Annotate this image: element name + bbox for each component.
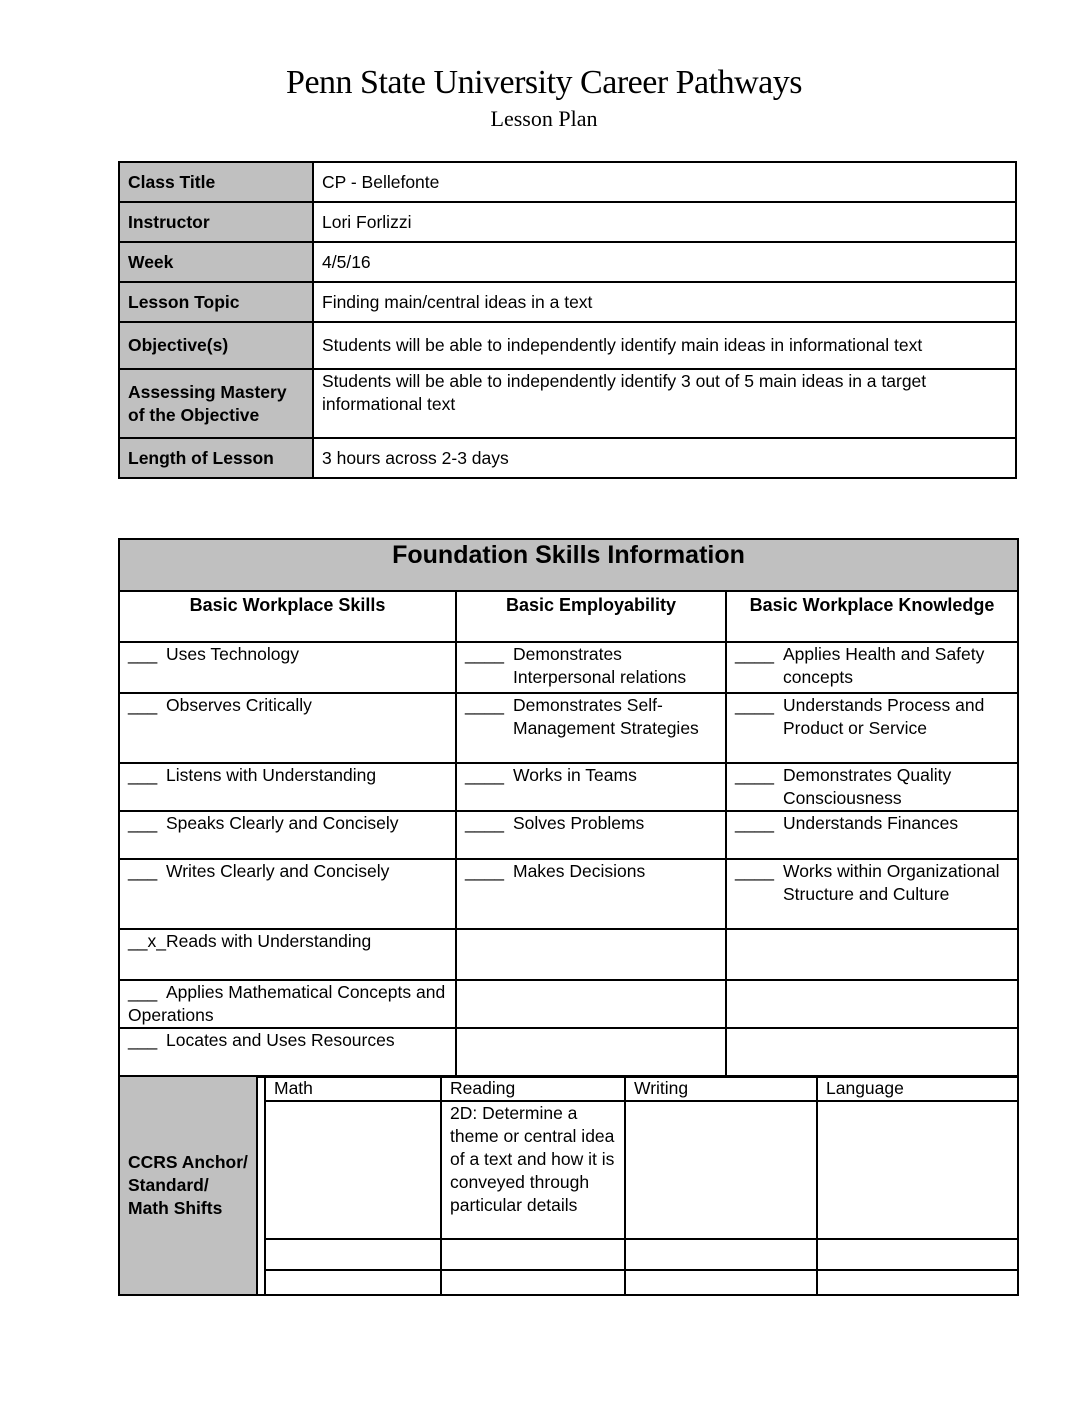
- skill-label: Listens with Understanding: [166, 765, 377, 785]
- skill-label: Reads with Understanding: [166, 931, 372, 951]
- info-label: Objective(s): [119, 322, 313, 369]
- checklist-item: [128, 812, 447, 835]
- check-blank[interactable]: ___: [128, 813, 158, 833]
- ccrs-cell: [441, 1270, 625, 1295]
- info-row-week: [119, 242, 1016, 282]
- checklist-item: [128, 643, 447, 666]
- column-header-employability: Basic Employability: [456, 591, 726, 642]
- skills-row: [119, 1028, 1018, 1077]
- checklist-item: [128, 860, 447, 883]
- ccrs-cell: [625, 1270, 817, 1295]
- ccrs-table: [118, 1075, 1019, 1296]
- ccrs-header-math: Math: [265, 1076, 441, 1101]
- skill-label: Understands Finances: [783, 813, 959, 833]
- check-blank[interactable]: ___: [128, 982, 158, 1002]
- skills-heading: Foundation Skills Information: [119, 539, 1018, 591]
- info-label: Length of Lesson: [119, 438, 313, 478]
- page-title: Penn State University Career Pathways: [286, 64, 802, 101]
- checklist-item: [735, 694, 1009, 740]
- skill-label: Applies Health and Safety concepts: [783, 644, 985, 687]
- info-row-assessing-mastery: [119, 369, 1016, 438]
- info-row-length: [119, 438, 1016, 478]
- skill-label: Observes Critically: [166, 695, 312, 715]
- ccrs-header-reading: Reading: [441, 1076, 625, 1101]
- skills-row: [119, 642, 1018, 693]
- checklist-item: [735, 860, 1009, 906]
- ccrs-cell: [625, 1101, 817, 1239]
- check-blank[interactable]: ____: [735, 861, 774, 881]
- check-blank[interactable]: ____: [735, 644, 774, 664]
- skill-label: Locates and Uses Resources: [166, 1030, 395, 1050]
- foundation-skills-table: [118, 538, 1019, 1078]
- check-blank[interactable]: ____: [465, 765, 504, 785]
- checklist-item: [735, 812, 1009, 835]
- skills-row: [119, 693, 1018, 763]
- info-label: Week: [119, 242, 313, 282]
- info-row-instructor: [119, 202, 1016, 242]
- checklist-item: [465, 643, 717, 689]
- skills-row: [119, 763, 1018, 811]
- skills-row: [119, 929, 1018, 980]
- check-blank[interactable]: ____: [735, 695, 774, 715]
- lesson-info-table: [118, 161, 1017, 479]
- ccrs-cell: [817, 1239, 1018, 1270]
- info-value: 3 hours across 2-3 days: [313, 438, 1016, 478]
- info-label: Lesson Topic: [119, 282, 313, 322]
- ccrs-label: CCRS Anchor/ Standard/ Math Shifts: [119, 1076, 257, 1295]
- skill-label: Understands Process and Product or Service: [783, 695, 985, 738]
- ccrs-cell: [817, 1101, 1018, 1239]
- check-blank[interactable]: ___: [128, 1030, 158, 1050]
- info-value: Finding main/central ideas in a text: [313, 282, 1016, 322]
- skill-label: Demonstrates Quality Consciousness: [783, 765, 952, 808]
- ccrs-cell: [817, 1270, 1018, 1295]
- checklist-item: [735, 643, 1009, 689]
- ccrs-cell: 2D: Determine a theme or central idea of a text and how it is conveyed through particular details: [441, 1101, 625, 1239]
- empty-cell: [726, 980, 1018, 1028]
- check-blank[interactable]: ___: [128, 695, 158, 715]
- ccrs-header-writing: Writing: [625, 1076, 817, 1101]
- check-blank[interactable]: ___: [128, 861, 158, 881]
- skill-label: Works within Organizational Structure and Culture: [783, 861, 1000, 904]
- checklist-item: [128, 694, 447, 717]
- check-blank[interactable]: ____: [735, 813, 774, 833]
- info-row-lesson-topic: [119, 282, 1016, 322]
- skill-label: Speaks Clearly and Concisely: [166, 813, 399, 833]
- ccrs-cell: [441, 1239, 625, 1270]
- page-subtitle: Lesson Plan: [490, 106, 598, 131]
- empty-cell: [726, 1028, 1018, 1077]
- info-value: CP - Bellefonte: [313, 162, 1016, 202]
- ccrs-cell: [625, 1239, 817, 1270]
- checklist-item: [128, 981, 447, 1027]
- info-label: Instructor: [119, 202, 313, 242]
- skill-label: Solves Problems: [513, 813, 645, 833]
- info-row-class-title: [119, 162, 1016, 202]
- empty-cell: [456, 929, 726, 980]
- checklist-item: [465, 812, 717, 835]
- checklist-item: [128, 930, 447, 953]
- skill-label: Demonstrates Interpersonal relations: [513, 644, 687, 687]
- checklist-item: [128, 764, 447, 787]
- skills-row: [119, 980, 1018, 1028]
- check-blank[interactable]: __x_: [128, 931, 166, 951]
- spacer-cell: [257, 1076, 265, 1295]
- check-blank[interactable]: ___: [128, 765, 158, 785]
- check-blank[interactable]: ____: [465, 695, 504, 715]
- info-value: 4/5/16: [313, 242, 1016, 282]
- ccrs-header-language: Language: [817, 1076, 1018, 1101]
- skill-label: Applies Mathematical Concepts and Operations: [128, 982, 446, 1025]
- info-value: Students will be able to independently identify main ideas in informational text: [313, 322, 1016, 369]
- empty-cell: [456, 1028, 726, 1077]
- skill-label: Works in Teams: [513, 765, 637, 785]
- check-blank[interactable]: ____: [465, 813, 504, 833]
- check-blank[interactable]: ___: [128, 644, 158, 664]
- skills-row: [119, 859, 1018, 929]
- skill-label: Makes Decisions: [513, 861, 646, 881]
- empty-cell: [456, 980, 726, 1028]
- checklist-item: [735, 764, 1009, 810]
- check-blank[interactable]: ____: [465, 644, 504, 664]
- skill-label: Uses Technology: [166, 644, 299, 664]
- checklist-item: [128, 1029, 447, 1052]
- info-value: Lori Forlizzi: [313, 202, 1016, 242]
- skill-label: Writes Clearly and Concisely: [166, 861, 390, 881]
- skill-label: Demonstrates Self-Management Strategies: [513, 695, 699, 738]
- checklist-item: [465, 764, 717, 787]
- ccrs-cell: [265, 1101, 441, 1239]
- check-blank[interactable]: ____: [735, 765, 774, 785]
- ccrs-cell: [265, 1270, 441, 1295]
- checklist-item: [465, 694, 717, 740]
- column-header-workplace-skills: Basic Workplace Skills: [119, 591, 456, 642]
- column-header-workplace-knowledge: Basic Workplace Knowledge: [726, 591, 1018, 642]
- skills-row: [119, 811, 1018, 859]
- info-row-objectives: [119, 322, 1016, 369]
- info-label: Class Title: [119, 162, 313, 202]
- check-blank[interactable]: ____: [465, 861, 504, 881]
- ccrs-cell: [265, 1239, 441, 1270]
- empty-cell: [726, 929, 1018, 980]
- checklist-item: [465, 860, 717, 883]
- info-label: Assessing Mastery of the Objective: [119, 369, 313, 438]
- info-value: Students will be able to independently identify 3 out of 5 main ideas in a target informational text: [313, 369, 1016, 438]
